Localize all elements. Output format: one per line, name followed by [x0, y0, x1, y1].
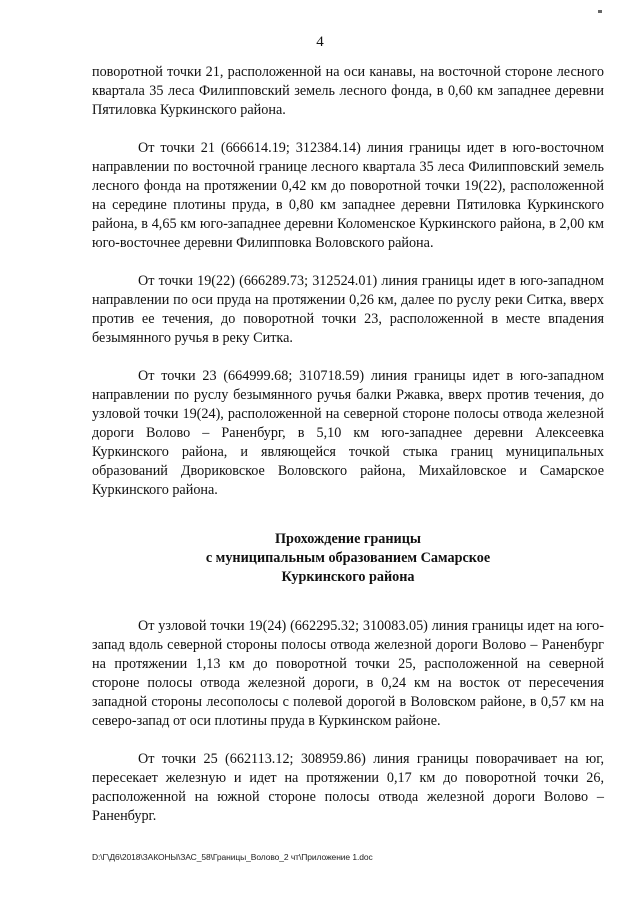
- paragraph-5: От узловой точки 19(24) (662295.32; 310083.05) линия границы идет на юго-запад вдоль северной стороны полосы отвода железной дороги Волово – Раненбург на протяжении 1,13 км до поворотной точки 25, расположенной на северной стороне полосы отвода железной дороги, в 0,24 км на восток от пересечения западной стороны лесополосы с полевой дорогой в Воловском районе, в 0,57 км на северо-запад от оси плотины пруда в Куркинском районе.: [92, 618, 604, 729]
- paragraph-3: От точки 19(22) (666289.73; 312524.01) линия границы идет в юго-западном направлении по оси пруда на протяжении 0,26 км, далее по руслу реки Ситка, вверх против ее течения, до поворотной точки 23, расположенной в месте впадения безымянного ручья в реку Ситка.: [92, 273, 604, 346]
- file-path-footer: D:\Г\Д6\2018\ЗАКОНЫ\ЗАС_58\Границы_Волово_2 чт\Приложение 1.doc: [92, 852, 373, 862]
- document-body: [92, 63, 604, 826]
- scan-mark: [598, 10, 602, 13]
- heading-line-2: с муниципальным образованием Самарское: [205, 550, 491, 566]
- paragraph-4: От точки 23 (664999.68; 310718.59) линия границы идет в юго-западном направлении по руслу безымянного ручья балки Ржавка, вверх против течения, до узловой точки 19(24), расположенной на северной стороне полосы отвода железной дороги Волово – Раненбург, в 5,10 км юго-западнее деревни Алексеевка Куркинского района, и являющейся точкой стыка границ муниципальных образований Двориковское Воловского района, Михайловское и Самарское Куркинского района.: [92, 368, 604, 498]
- section-heading: [92, 530, 604, 587]
- heading-line-3: Куркинского района: [281, 569, 415, 585]
- paragraph-6: От точки 25 (662113.12; 308959.86) линия границы поворачивает на юг, пересекает железную и идет на протяжении 0,17 км до поворотной точки 26, расположенной на южной стороне полосы отвода железной дороги Волово – Раненбург.: [92, 751, 604, 824]
- paragraph-1: поворотной точки 21, расположенной на оси канавы, на восточной стороне лесного квартала 35 леса Филипповский земель лесного фонда, в 0,60 км западнее деревни Пятиловка Куркинского района.: [92, 64, 604, 118]
- heading-line-1: Прохождение границы: [275, 531, 421, 547]
- paragraph-2: От точки 21 (666614.19; 312384.14) линия границы идет в юго-восточном направлении по восточной границе лесного квартала 35 леса Филипповский земель лесного фонда на протяжении 0,42 км до поворотной точки 19(22), расположенной на середине плотины пруда, в 0,80 км западнее деревни Пятиловка Куркинского района, в 4,65 км юго-западнее деревни Коломенское Куркинского района, в 2,00 км юго-восточнее деревни Филипповка Воловского района.: [92, 140, 604, 251]
- page-number: 4: [316, 34, 324, 50]
